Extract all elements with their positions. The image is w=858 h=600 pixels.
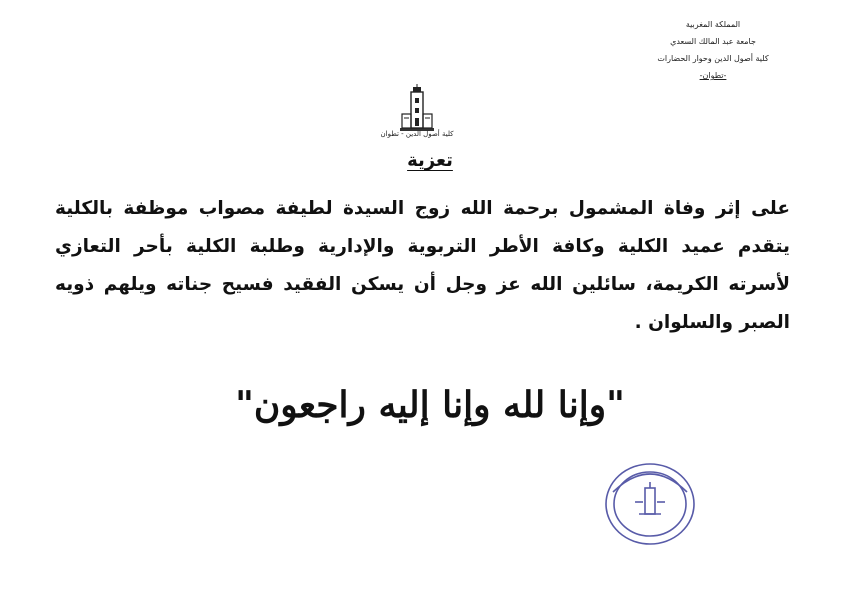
- letterhead-city: -تطوان-: [699, 71, 727, 80]
- letterhead: [638, 16, 788, 84]
- letterhead-country: المملكة المغربية: [685, 20, 741, 29]
- condolence-paragraph: [55, 190, 790, 342]
- quranic-verse: "وإنا لله وإنا إليه راجعون": [235, 384, 625, 426]
- paragraph-text: على إثر وفاة المشمول برحمة الله زوج السيدة لطيفة مصواب موظفة بالكلية يتقدم عميد الكلية وكافة الأطر التربوية والإدارية وطلبة الكلية بأحر التعازي لأسرته الكريمة، سائلين الله عز وجل أن يسكن الفقيد فسيح جناته ويلهم ذويه الصبر والسلوان .: [55, 198, 790, 333]
- letterhead-faculty: كلية أصول الدين وحوار الحضارات: [657, 54, 769, 63]
- logo-caption: كلية أصول الدين - تطوان: [380, 130, 454, 138]
- letterhead-university: جامعة عبد المالك السعدي: [670, 37, 756, 46]
- document-heading: [360, 150, 500, 171]
- faculty-stamp-icon: [595, 452, 705, 562]
- heading-text: تعزية: [407, 150, 453, 171]
